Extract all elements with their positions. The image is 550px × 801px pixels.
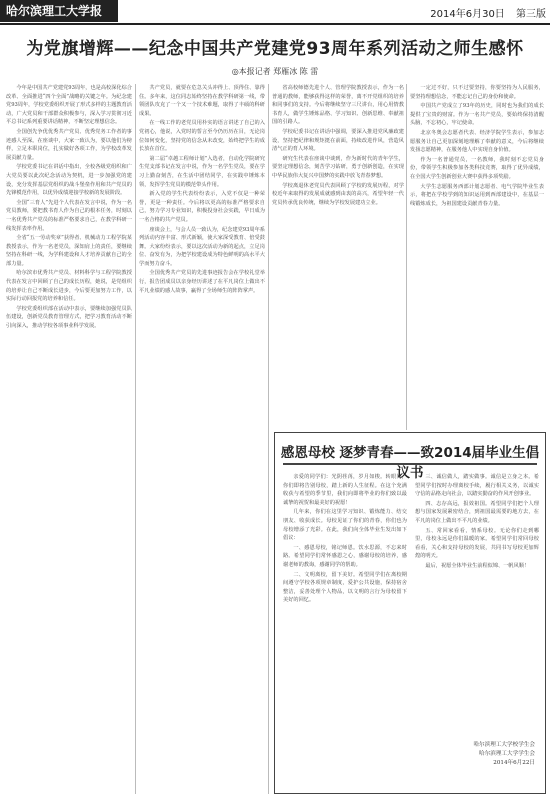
paragraph: 学校纪委书记在讲话中强调，要深入推进党风廉政建设，坚持把纪律和规矩挺在前面，持续改进作风，营造风清气正的育人环境。 [272,128,404,153]
boxed-article [274,432,546,794]
signature-line: 哈尔滨理工大学校学生会 [473,742,535,748]
paragraph: 一定过不好，只不过要坚持，你要坚持为人民服务，要坚持理想信念，不能忘记自己的身份和使命。 [410,85,544,100]
paragraph: 座谈会上，与会人员一致认为，纪念建党93周年系列活动内容丰富、形式新颖，使大家深受教育、倍受鼓舞。大家纷纷表示，要以这次活动为新的起点，立足岗位、奋发有为，为把学校建设成为特色鲜明的高水平大学而努力奋斗。 [139,226,265,267]
paragraph: 中国共产党成立了93年的历史，同时也为我们的成长提供了宝贵的财富。作为一名共产党员，要始终保持清醒头脑，不忘初心，牢记使命。 [410,103,544,127]
article-column-4 [410,84,544,434]
paragraph: 全国“三育人”先进个人代表在发言中说，作为一名党员教师，要把教书育人作为自己的根本任务，时刻以一名优秀共产党员的标准严格要求自己，在教学科研一线发挥表率作用。 [6,199,132,232]
boxed-article-column-1 [283,473,407,785]
paragraph: 学校党委书记在讲话中指出，全校各级党组织和广大党员要以此次纪念活动为契机，进一步加强党的建设，充分发挥基层党组织的战斗堡垒作用和共产党员的先锋模范作用，以优异成绩迎接学校新的发展阶段。 [6,164,132,197]
page-headline: 为党旗增辉——纪念中国共产党建党93周年系列活动之师生感怀 [26,39,524,59]
paragraph: 大学生志愿服务西部计划志愿者、电气学院毕业生表示，将把在学校学到的知识运用到西部建设中，在基层一线锻炼成长，为祖国建设贡献青春力量。 [410,183,544,207]
paragraph: 全国优秀共产党员的先进事迹报告会在学校礼堂举行，报告团成员以亲身经历讲述了在平凡岗位上做出不平凡业绩的感人故事，赢得了全场师生的阵阵掌声。 [139,270,265,294]
masthead-rule [0,23,550,25]
newspaper-nameplate: 哈尔滨理工大学报 [0,0,118,22]
paragraph: 最后，祝愿全体毕业生前程似锦、一帆风顺！ [425,562,530,569]
boxed-article-title: 感恩母校 逐梦青春——致2014届毕业生倡议书 [280,445,540,481]
paragraph: 四、志存高远，报效祖国。希望同学们把个人理想与国家发展紧密结合，到祖国最需要的地方去，在平凡的岗位上做出不平凡的业绩。 [415,500,539,524]
paragraph: 哈尔滨市优秀共产党员、材料科学与工程学院教授代表在发言中回顾了自己的成长历程，她说，是党组织的培养让自己不断成长进步，今后要更加努力工作，以实际行动回报党的培养和信任。 [6,270,132,303]
boxed-article-column-2 [415,473,539,733]
article-column-2 [139,84,265,794]
paragraph: 全省“五一劳动奖章”获得者、机械动力工程学院某教授表示，作为一名老党员，深知肩上的责任，要继续坚持在科研一线，为学科建设和人才培养贡献自己的全部力量。 [6,235,132,267]
paragraph: 在一线工作的老党员用朴实的语言讲述了自己的入党初心，他说，入党时的誓言至今仍历历在目，无论岗位如何变化，坚持党的信念从未改变，始终把学生的成长放在首位。 [139,120,265,153]
column-divider [135,84,136,794]
paragraph: 亲爱的同学们：光阴荏苒，岁月如梭。转眼间，你们即将告别母校，踏上新的人生征程。在这个充满收获与希望的季节里，我们向即将毕业的你们致以最诚挚的祝贺和最美好的祝愿！ [283,474,407,506]
title-underline [283,463,537,465]
paragraph: 二、文明离校，留下美好。希望同学们在离校期间遵守学校各项规章制度，爱护公共设施，保持宿舍整洁，妥善处理个人物品，以文明的言行为母校留下美好的回忆。 [283,571,407,604]
paragraph: 研究生代表在座谈中谈到，作为新时代的青年学生，要坚定理想信念，刻苦学习钻研，勇于创新创造，在实现中华民族伟大复兴中国梦的实践中放飞青春梦想。 [272,155,404,179]
signature-block [425,741,535,768]
paragraph: 几年来，你们在这里学习知识、锻炼能力、结交朋友、收获成长。母校见证了你们的青春，你们也为母校增添了光彩。在此，我们向全体毕业生发出如下倡议： [283,509,407,542]
paragraph: 学校党委组织部在活动中表示，要继续加强党员队伍建设，创新党员教育管理方式，把学习教育活动不断引向深入，推动学校各项事业科学发展。 [6,305,132,330]
article-byline: ◎本报记者 郑雁冰 陈 雷 [231,67,319,76]
column-divider [268,84,269,794]
article-column-3 [272,84,404,434]
signature-line: 哈尔滨理工大学学生会 [479,751,535,757]
paragraph: 一、感恩母校，铭记师恩。饮水思源，不忘来时路。希望同学们常怀感恩之心，感谢母校的培养，感谢老师的教诲，感谢同学的帮助。 [283,544,407,568]
issue-meta [422,5,546,20]
paragraph: 学校离退休老党员代表回顾了学校的发展历程，对学校近年来取得的发展成就感到由衷的高兴，希望年轻一代党员传承优良传统，继续为学校发展建功立业。 [272,182,404,206]
paragraph: 省高校师德先进个人、管理学院教授表示，作为一名普通的教师，能够获得这样的荣誉，离不开党组织的培养和同事们的支持。今后将继续坚守三尺讲台，用心用情教书育人，做学生锤炼品格、学习知识、创新思维、奉献祖国的引路人。 [272,85,404,126]
column-divider [406,84,407,430]
paragraph: 作为一名普通党员，一名教师，我时刻不忘党员身份，带领学生积极参加各类科技竞赛，取得了优异成绩，在全国大学生创新创业大赛中获得多项奖励。 [410,156,544,180]
paragraph: 第二届“卓越工程师计划”入选者，自动化学院研究生党支部书记在发言中说，作为一名学生党员，要在学习上勤奋刻苦，在生活中团结同学，在实践中锤炼本领，发挥学生党员的模范带头作用。 [139,155,265,188]
signature-date: 2014年6月22日 [493,760,535,766]
paragraph: 共产党员，就要在危急关头冲得上、顶得住、靠得住。多年来，这位同志始终坚持在教学科研第一线，带领团队攻克了一个又一个技术难题，取得了丰硕的科研成果。 [139,85,265,117]
paragraph: 今年是中国共产党建党93周年，也是高校深化综合改革、全面推进“四个全面”战略的关键之年。为纪念建党93周年，学校党委组织开展了形式多样的主题教育活动，广大党员和干部群众积极参与，深入学习贯彻习近平总书记系列重要讲话精神，不断坚定理想信念。 [6,85,132,126]
paragraph: 三、诚信做人，踏实做事。诚信是立身之本。希望同学们按时办理离校手续，履行相关义务，以诚实守信的品格走向社会，以踏实勤奋的作风开创事业。 [415,474,539,498]
issue-date: 2014年6月30日 [430,9,505,20]
masthead [0,0,550,24]
page-edition: 第三版 [516,9,546,20]
paragraph: 新入党的学生代表纷纷表示，入党不仅是一种荣誉，更是一种责任。今后将以更高的标准严格要求自己，努力学习专业知识，积极投身社会实践，早日成为一名合格的共产党员。 [139,191,265,223]
paragraph: 北京冬奥会志愿者代表、经济学院学生表示，参加志愿服务让自己更加深刻地理解了奉献的意义，今后将继续发扬志愿精神，在服务他人中实现自身价值。 [410,129,544,154]
paragraph: 全国创先争优优秀共产党员、优秀党务工作者的事迹感人至深。在座谈中，大家一致认为，要以他们为榜样，立足本职岗位，扎实做好各项工作，为学校改革发展贡献力量。 [6,128,132,161]
paragraph: 五、常回家看看，情系母校。无论你们走到哪里，母校永远是你们温暖的家。希望同学们常回母校看看，关心和支持母校的发展，共同书写母校更加辉煌的明天。 [415,527,539,560]
article-column-1 [6,84,132,794]
